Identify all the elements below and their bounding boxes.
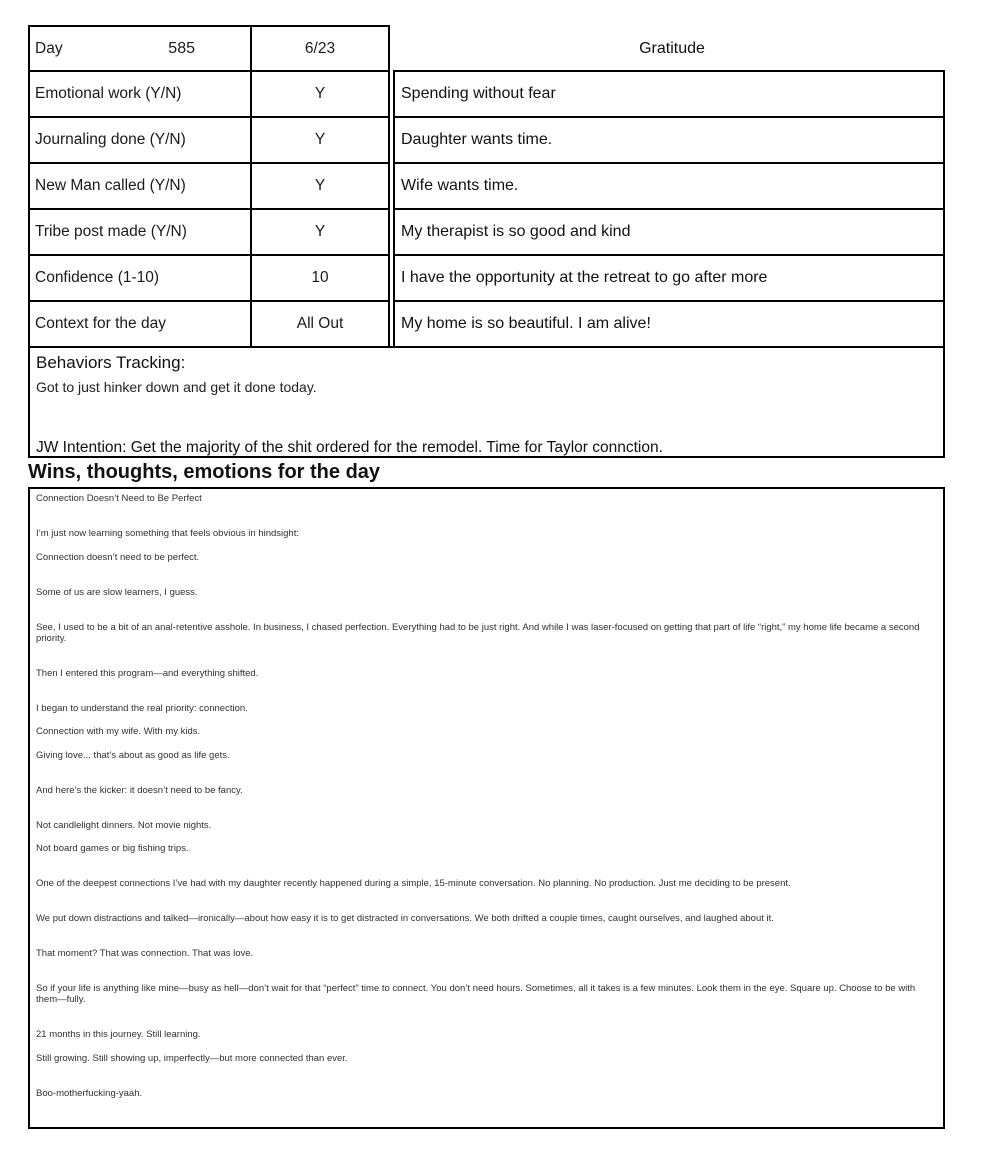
- wins-paragraph: Connection Doesn’t Need to Be Perfect: [36, 493, 202, 504]
- wins-paragraph: Some of us are slow learners, I guess.: [36, 586, 198, 598]
- date-value: 6/23: [304, 39, 336, 57]
- gratitude-cell[interactable]: Daughter wants time.: [393, 116, 945, 164]
- behaviors-intention[interactable]: JW Intention: Get the majority of the shit ordered for the remodel. Time for Taylor connction.: [36, 439, 663, 456]
- gratitude-cell[interactable]: I have the opportunity at the retreat to go after more: [393, 254, 945, 302]
- behaviors-note[interactable]: Got to just hinker down and get it done today.: [36, 379, 317, 395]
- daily-tracker-table: [28, 25, 945, 348]
- metric-label-cell: Journaling done (Y/N): [28, 116, 252, 164]
- behaviors-tracking-box[interactable]: [28, 346, 945, 458]
- metric-value-cell[interactable]: Y: [252, 208, 390, 256]
- gratitude-cell[interactable]: My home is so beautiful. I am alive!: [393, 300, 945, 348]
- metric-label-cell: Confidence (1-10): [28, 254, 252, 302]
- metric-label-cell: Context for the day: [28, 300, 252, 348]
- wins-paragraph: Connection with my wife. With my kids.: [36, 726, 201, 737]
- gratitude-cell[interactable]: Wife wants time.: [393, 162, 945, 210]
- page-content: [28, 25, 945, 1129]
- wins-paragraph: Giving love... that’s about as good as life gets.: [36, 749, 230, 761]
- wins-paragraph: I’m just now learning something that feels obvious in hindsight:: [36, 528, 299, 539]
- tracker-row: [28, 208, 945, 256]
- day-label: Day: [35, 39, 63, 57]
- wins-paragraph: We put down distractions and talked—ironically—about how easy it is to get distracted in conversations. We both drifted a couple times, caught ourselves, and laughed about it.: [36, 913, 774, 924]
- wins-paragraph: And here’s the kicker: it doesn’t need to be fancy.: [36, 784, 243, 796]
- day-cell: [28, 25, 252, 72]
- behaviors-title: Behaviors Tracking:: [36, 353, 186, 372]
- gratitude-cell[interactable]: Spending without fear: [393, 70, 945, 118]
- wins-paragraph: Still growing. Still showing up, imperfectly—but more connected than ever.: [36, 1052, 348, 1064]
- tracker-row: [28, 254, 945, 302]
- tracker-row: [28, 162, 945, 210]
- wins-paragraph: So if your life is anything like mine—busy as hell—don’t wait for that “perfect” time to connect. You don’t need hours. Sometimes, all it takes is a few minutes. Look them in the eye. Square up. Choose to be with them—fully.: [36, 983, 916, 1005]
- tracker-row: [28, 116, 945, 164]
- date-cell[interactable]: [252, 25, 390, 72]
- wins-paragraph: 21 months in this journey. Still learning.: [36, 1029, 201, 1040]
- metric-value-cell[interactable]: Y: [252, 162, 390, 210]
- wins-paragraph: Not board games or big fishing trips.: [36, 843, 189, 854]
- tracker-row: [28, 70, 945, 118]
- tracker-header-row: [28, 25, 945, 72]
- metric-value-cell[interactable]: Y: [252, 70, 390, 118]
- day-number[interactable]: 585: [168, 39, 195, 57]
- wins-paragraph: One of the deepest connections I’ve had with my daughter recently happened during a simple, 15-minute conversation. No planning. No production. Just me deciding to be present.: [36, 878, 791, 889]
- wins-paragraph: Boo-motherfucking-yaah.: [36, 1087, 143, 1099]
- wins-paragraph: Then I entered this program—and everything shifted.: [36, 667, 259, 679]
- tracker-rows: [28, 70, 945, 348]
- gratitude-cell[interactable]: My therapist is so good and kind: [393, 208, 945, 256]
- wins-paragraph: See, I used to be a bit of an anal-retentive asshole. In business, I chased perfection. Everything had to be just right. And while I was laser-focused on getting that part of life “right,” my home life became a second priority.: [36, 621, 920, 644]
- gratitude-header: Gratitude: [639, 39, 705, 57]
- metric-value-cell[interactable]: All Out: [252, 300, 390, 348]
- metric-label-cell: Emotional work (Y/N): [28, 70, 252, 118]
- wins-paragraph: Connection doesn’t need to be perfect.: [36, 551, 200, 563]
- wins-paragraph: I began to understand the real priority: connection.: [36, 702, 248, 714]
- wins-text-area[interactable]: [28, 487, 945, 1129]
- wins-heading: Wins, thoughts, emotions for the day: [28, 461, 381, 483]
- wins-paragraph: That moment? That was connection. That was love.: [36, 948, 254, 959]
- metric-value-cell[interactable]: 10: [252, 254, 390, 302]
- metric-label-cell: New Man called (Y/N): [28, 162, 252, 210]
- wins-paragraph: Not candlelight dinners. Not movie nights.: [36, 819, 212, 831]
- metric-label-cell: Tribe post made (Y/N): [28, 208, 252, 256]
- tracker-row: [28, 300, 945, 348]
- metric-value-cell[interactable]: Y: [252, 116, 390, 164]
